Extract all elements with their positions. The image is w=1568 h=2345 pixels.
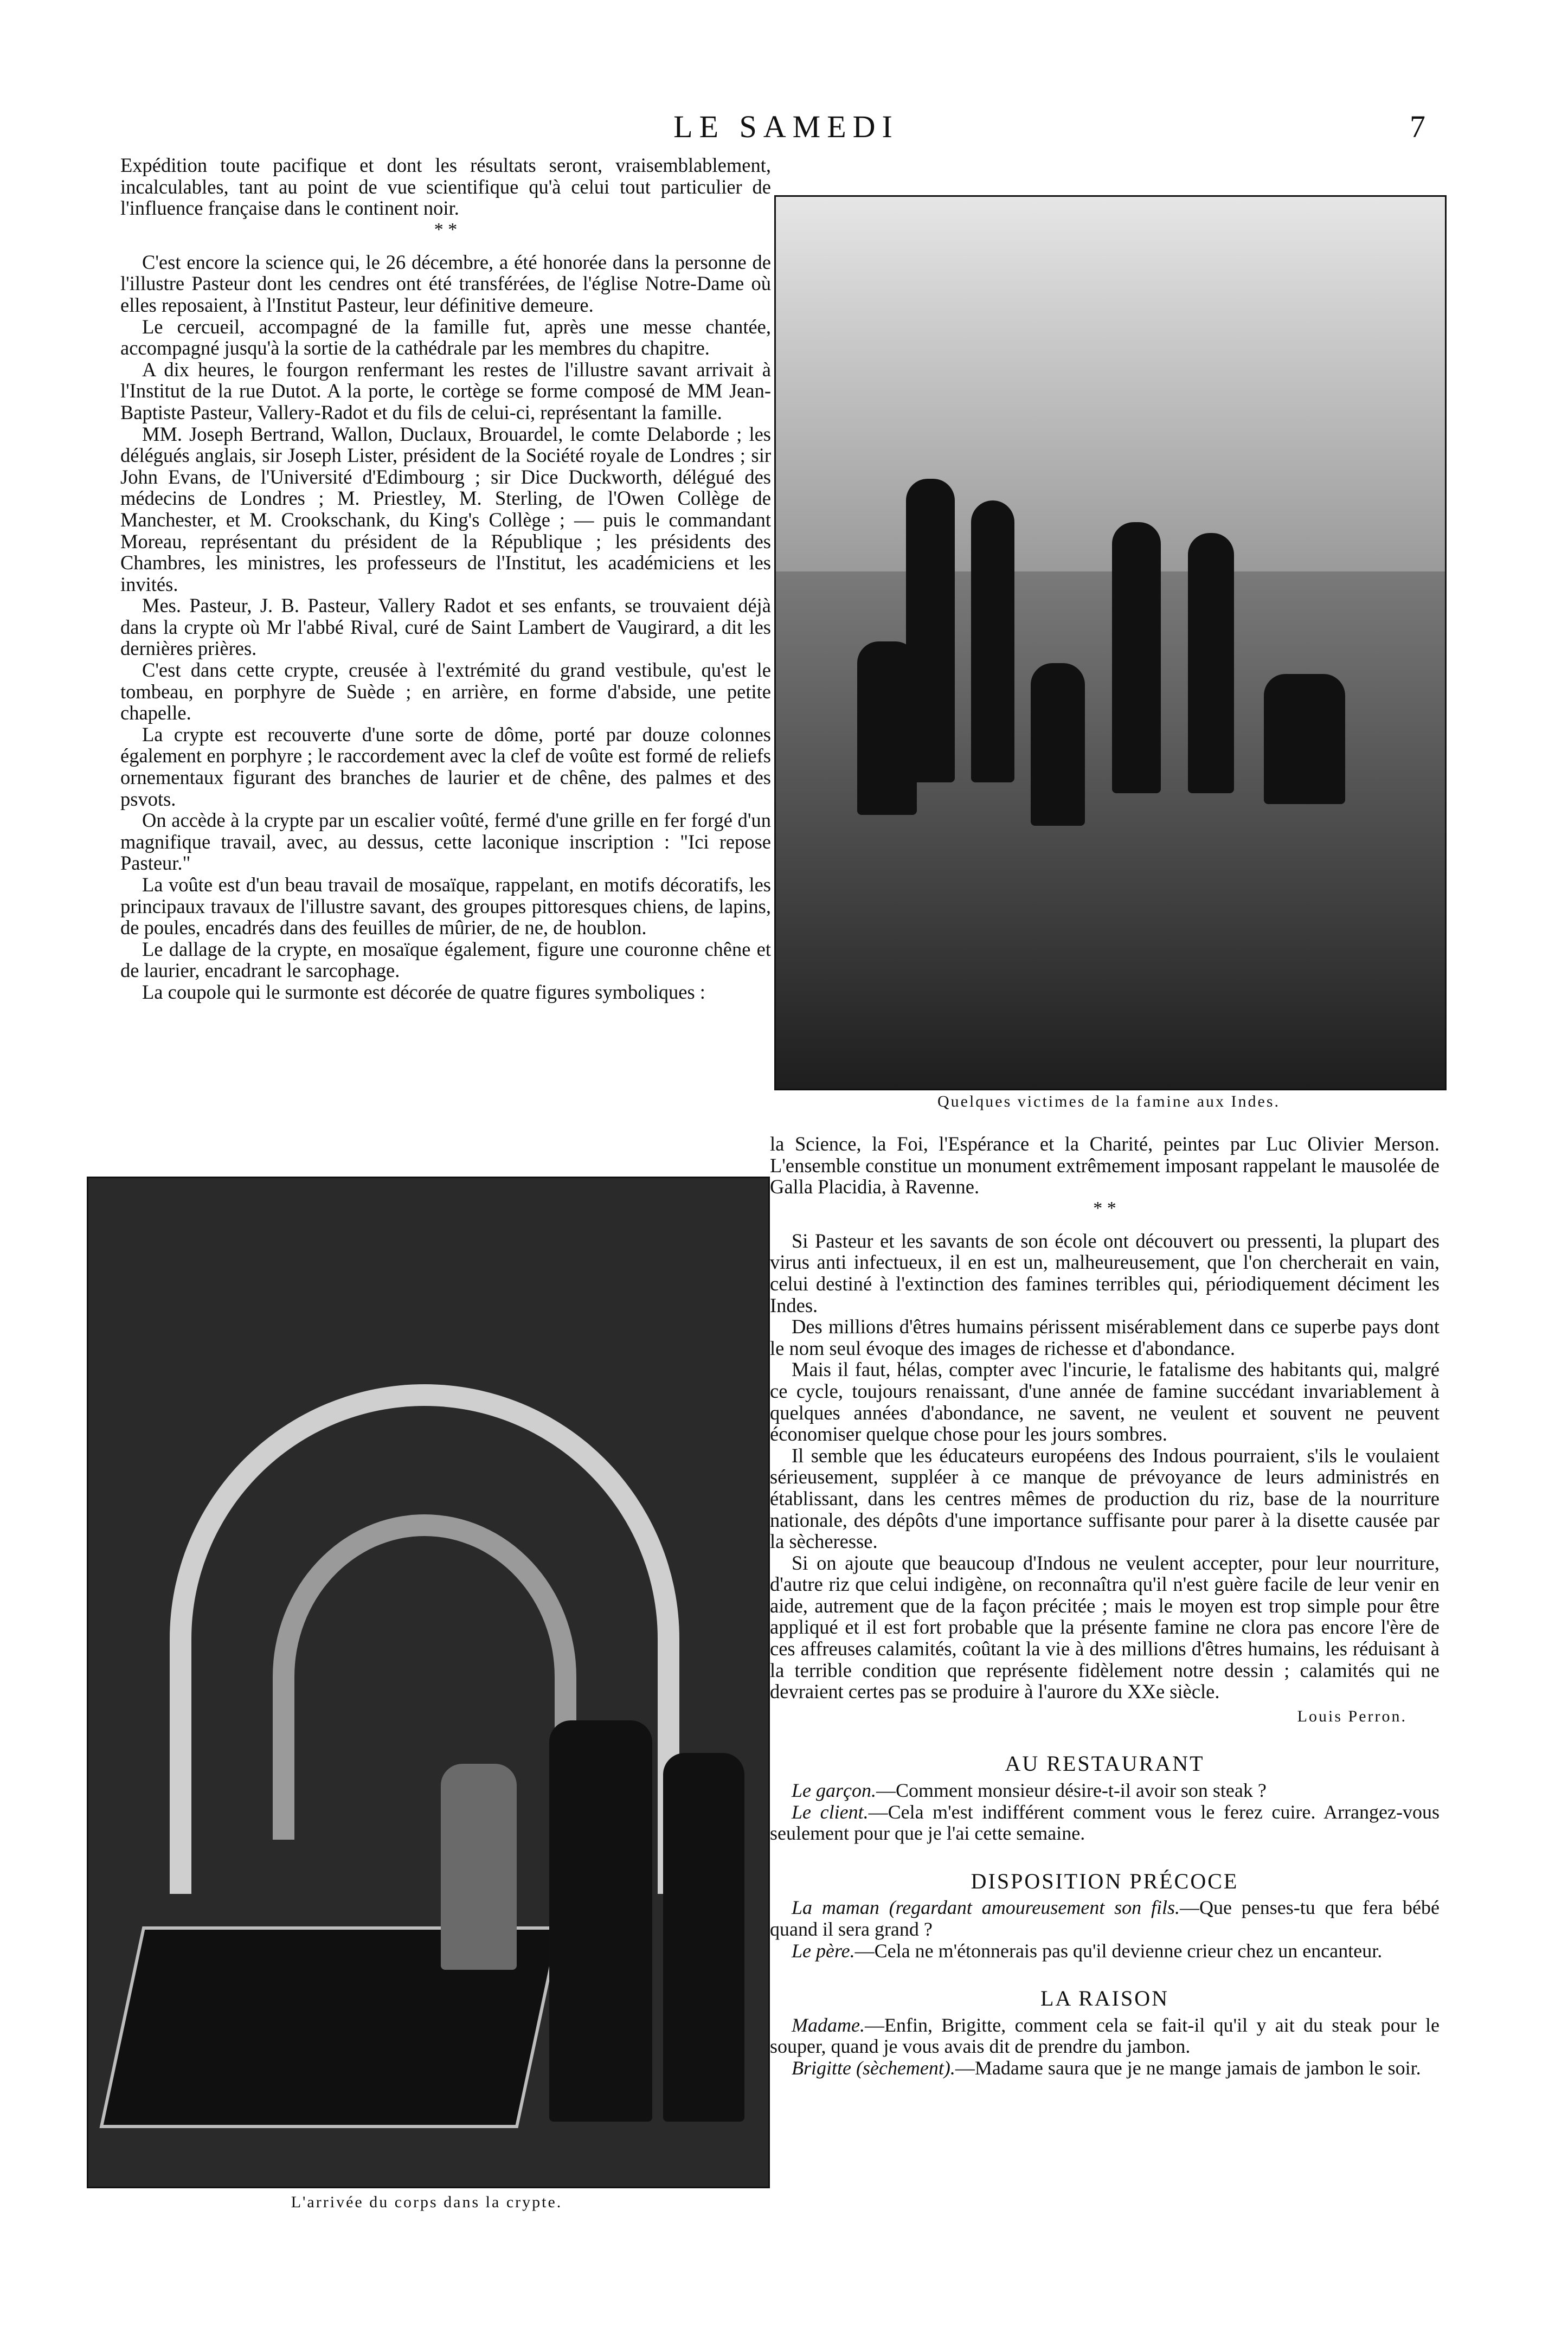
- dialogue-text: —Madame saura que je ne mange jamais de jambon le soir.: [955, 2057, 1421, 2079]
- paragraph: Le dallage de la crypte, en mosaïque également, figure une couronne chêne et de laurier, encadrant le sarcophage.: [120, 937, 771, 982]
- dialogue-line: [770, 2058, 1440, 2079]
- dialogue-text: —Que penses-tu que fera bébé quand il sera grand ?: [770, 1897, 1440, 1940]
- paragraph: Il semble que les éducateurs européens des Indous pourraient, s'ils le voulaient sérieusement, suppléer à ce manque de prévoyance de leurs administrés en établissant, dans les centres mêmes de production du riz, base de la nourriture nationale, des dépôts d'une importance suffisante pour parer à la disette causée par la sècheresse.: [770, 1444, 1440, 1553]
- paragraph: La coupole qui le surmonte est décorée de quatre figures symboliques :: [142, 980, 705, 1003]
- page-number: 7: [1410, 109, 1425, 144]
- dialogue-line: [770, 1941, 1440, 1962]
- figure-silhouette: [1264, 674, 1345, 804]
- speaker: La maman (regardant amoureusement son fils.: [792, 1897, 1180, 1919]
- famine-photo-caption: Quelques victimes de la famine aux Indes.: [937, 1093, 1280, 1110]
- paragraph: On accède à la crypte par un escalier voûté, fermé d'une grille en fer forgé d'un magnifique travail, avec, au dessus, cette laconique inscription : "Ici repose Pasteur.": [120, 809, 771, 875]
- page-header: [0, 108, 1568, 146]
- dialogue-text: —Comment monsieur désire-t-il avoir son steak ?: [876, 1779, 1267, 1802]
- crypt-illustration: [87, 1177, 770, 2188]
- paragraph: Mes. Pasteur, J. B. Pasteur, Vallery Radot et ses enfants, se trouvaient déjà dans la crypte où Mr l'abbé Rival, curé de Saint Lambert de Vaugirard, a dit les dernières prières.: [120, 594, 771, 660]
- paragraph: Si on ajoute que beaucoup d'Indous ne veulent accepter, pour leur nourriture, d'autre riz que celui indigène, on reconnaîtra qu'il n'est guère facile de leur venir en aide, autrement que de la façon précitée ; mais le moyen est trop simple pour être appliqué et il est fort probable que la présente famine ne clora pas encore l'ère de ces affreuses calamités, coûtant la vie à des millions d'êtres humains, les réduisant à la terrible condition que représente fidèlement notre dessin ; calamités qui ne devraient certes pas se produire à l'aurore du XXe siècle.: [770, 1551, 1440, 1703]
- speaker: Madame.: [792, 2014, 865, 2036]
- paragraph: La voûte est d'un beau travail de mosaïque, rappelant, en motifs décoratifs, les principaux travaux de l'illustre savant, des groupes pittoresques chiens, de lapins, de poules, encadrés dans des feuilles de mûrier, de ne, de houblon.: [120, 873, 771, 939]
- speaker: Le père.: [792, 1939, 855, 1962]
- dialogue-text: —Enfin, Brigitte, comment cela se fait-il qu'il y ait du steak pour le souper, quand je vous avais dit de prendre du jambon.: [770, 2014, 1440, 2058]
- figure-silhouette: [549, 1720, 652, 2122]
- dialogue-line: [770, 2015, 1440, 2058]
- famine-photo: [774, 195, 1447, 1090]
- continuation-paragraph: la Science, la Foi, l'Espérance et la Charité, peintes par Luc Olivier Merson. L'ensemble constitue un monument extrêmement imposant rappelant le mausolée de Galla Placidia, à Ravenne.: [770, 1133, 1440, 1198]
- paragraph: La crypte est recouverte d'une sorte de dôme, porté par douze colonnes également en porphyre ; le raccordement avec la clef de voûte est formé de reliefs ornementaux figurant des branches de laurier et de chêne, des palmes et des psvots.: [120, 723, 771, 810]
- section-stars: * *: [434, 219, 458, 240]
- paragraph: Le cercueil, accompagné de la famille fut, après une messe chantée, accompagné jusqu'à la sortie de la cathédrale par les membres du chapitre.: [120, 315, 771, 359]
- figure-silhouette: [1031, 663, 1085, 826]
- figure-silhouette: [663, 1753, 744, 2122]
- paragraph: Si Pasteur et les savants de son école ont découvert ou pressenti, la plupart des virus anti infectueux, il en est un, malheureusement, que l'on chercherait en vain, celui destiné à l'extinction des famines terribles qui, périodiquement déciment les Indes.: [770, 1229, 1440, 1316]
- speaker: Le client.: [792, 1801, 869, 1823]
- dialogue-line: [770, 1802, 1440, 1845]
- left-column: [120, 155, 771, 1003]
- section-stars: * *: [1093, 1198, 1116, 1218]
- paragraph: Mais il faut, hélas, compter avec l'incurie, le fatalisme des habitants qui, malgré ce cycle, toujours renaissant, d'une année de famine succédant invariablement à quelques années d'abondance, ne savent, ne veulent et souvent ne peuvent économiser quelque chose pour les jours sombres.: [770, 1358, 1440, 1445]
- dialogue-line: [770, 1897, 1440, 1940]
- dialogue-line: [770, 1780, 1440, 1802]
- dialogue-text: —Cela m'est indifférent comment vous le ferez cuire. Arrangez-vous seulement pour que je l'ai cette semaine.: [770, 1801, 1440, 1845]
- paragraph: C'est dans cette crypte, creusée à l'extrémité du grand vestibule, qu'est le tombeau, en porphyre de Suède ; en arrière, en forme d'abside, une petite chapelle.: [120, 659, 771, 724]
- newspaper-title: LE SAMEDI: [673, 109, 899, 144]
- crypt-inner-arch: [273, 1514, 576, 1840]
- figure-silhouette: [1112, 522, 1161, 793]
- paragraph: C'est encore la science qui, le 26 décembre, a été honorée dans la personne de l'illustre Pasteur dont les cendres ont été transférées, de l'église Notre-Dame où elles reposaient, à l'Institut Pasteur, leur définitive demeure.: [120, 250, 771, 316]
- figure-silhouette: [1188, 533, 1234, 793]
- intro-paragraph: Expédition toute pacifique et dont les résultats seront, vraisemblablement, incalculables, tant au point de vue scientifique qu'à celui tout particulier de l'influence française dans le continent noir.: [120, 154, 771, 220]
- crypt-illustration-caption: L'arrivée du corps dans la crypte.: [291, 2193, 563, 2211]
- paragraph: Des millions d'êtres humains périssent misérablement dans ce superbe pays dont le nom seul évoque des images de richesse et d'abondance.: [770, 1315, 1440, 1359]
- figure-silhouette: [857, 641, 917, 815]
- speaker: Le garçon.: [792, 1779, 876, 1802]
- section-heading: LA RAISON: [1040, 1986, 1169, 2011]
- photo-sky: [776, 197, 1445, 571]
- paragraph: A dix heures, le fourgon renfermant les restes de l'illustre savant arrivait à l'Institut de la rue Dutot. A la porte, le cortège se forme composé de MM Jean-Baptiste Pasteur, Vallery-Radot et du fils de celui-ci, représentant la famille.: [120, 358, 771, 423]
- right-column: [770, 1133, 1440, 2079]
- section-heading: DISPOSITION PRÉCOCE: [971, 1868, 1239, 1893]
- figure-silhouette: [971, 500, 1014, 782]
- dialogue-text: —Cela ne m'étonnerais pas qu'il devienne crieur chez un encanteur.: [854, 1939, 1383, 1962]
- paragraph: MM. Joseph Bertrand, Wallon, Duclaux, Brouardel, le comte Delaborde ; les délégués anglais, sir Joseph Lister, président de la Société royale de Londres ; sir John Evans, de l'Université d'Edimbourg ; sir Dice Duckworth, délégué des médecins de Londres ; M. Priestley, M. Sterling, de l'Owen Collège de Manchester, et M. Crookschank, du King's Collège ; — puis le commandant Moreau, représentant du président de la République ; les présidents des Chambres, les ministres, les professeurs de l'Institut, les académiciens et les invités.: [120, 422, 771, 595]
- signature: Louis Perron.: [1297, 1707, 1407, 1725]
- section-heading: AU RESTAURANT: [1005, 1751, 1205, 1776]
- figure-silhouette: [441, 1764, 517, 1970]
- speaker: Brigitte (sèchement).: [792, 2057, 955, 2079]
